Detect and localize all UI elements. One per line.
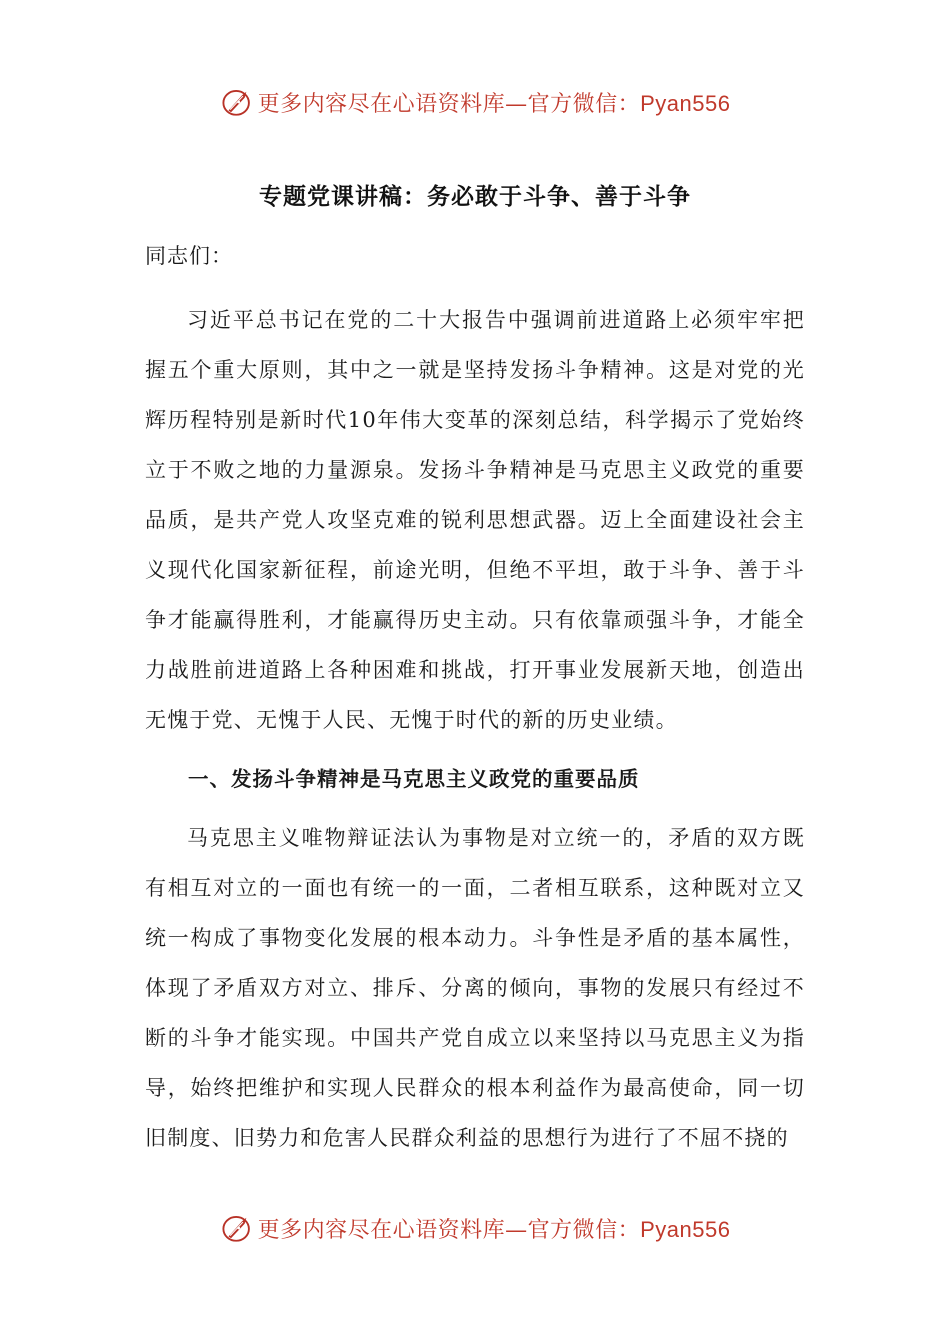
header-banner (0, 82, 950, 122)
wechat-id: Pyan556 (640, 90, 731, 116)
pen-nib-logo-icon (220, 85, 254, 119)
paragraph-body: 马克思主义唯物辩证法认为事物是对立统一的，矛盾的双方既有相互对立的一面也有统一的一面，二者相互联系，这种既对立又统一构成了事物变化发展的根本动力。斗争性是矛盾的基本属性，体现了矛盾双方对立、排斥、分离的倾向，事物的发展只有经过不断的斗争才能实现。中国共产党自成立以来坚持以马克思主义为指导，始终把维护和实现人民群众的根本利益作为最高使命，同一切旧制度、旧势力和危害人民群众利益的思想行为进行了不屈不挠的 (145, 826, 805, 1150)
banner-text: 更多内容尽在心语资料库—官方微信：Pyan556 (257, 1216, 731, 1243)
footer-banner (0, 1208, 950, 1248)
greeting: 同志们： (145, 244, 233, 268)
wechat-id: Pyan556 (640, 1216, 731, 1242)
pen-nib-logo-icon (220, 1211, 254, 1245)
section-heading: 一、发扬斗争精神是马克思主义政党的重要品质 (188, 767, 640, 791)
paragraph-intro: 习近平总书记在党的二十大报告中强调前进道路上必须牢牢把握五个重大原则，其中之一就是坚持发扬斗争精神。这是对党的光辉历程特别是新时代10年伟大变革的深刻总结，科学揭示了党始终立于不败之地的力量源泉。发扬斗争精神是马克思主义政党的重要品质，是共产党人攻坚克难的锐利思想武器。迈上全面建设社会主义现代化国家新征程，前途光明，但绝不平坦，敢于斗争、善于斗争才能赢得胜利，才能赢得历史主动。只有依靠顽强斗争，才能全力战胜前进道路上各种困难和挑战，打开事业发展新天地，创造出无愧于党、无愧于人民、无愧于时代的新的历史业绩。 (145, 308, 805, 732)
document-title: 专题党课讲稿：务必敢于斗争、善于斗争 (259, 184, 691, 210)
banner-text: 更多内容尽在心语资料库—官方微信：Pyan556 (257, 90, 731, 117)
